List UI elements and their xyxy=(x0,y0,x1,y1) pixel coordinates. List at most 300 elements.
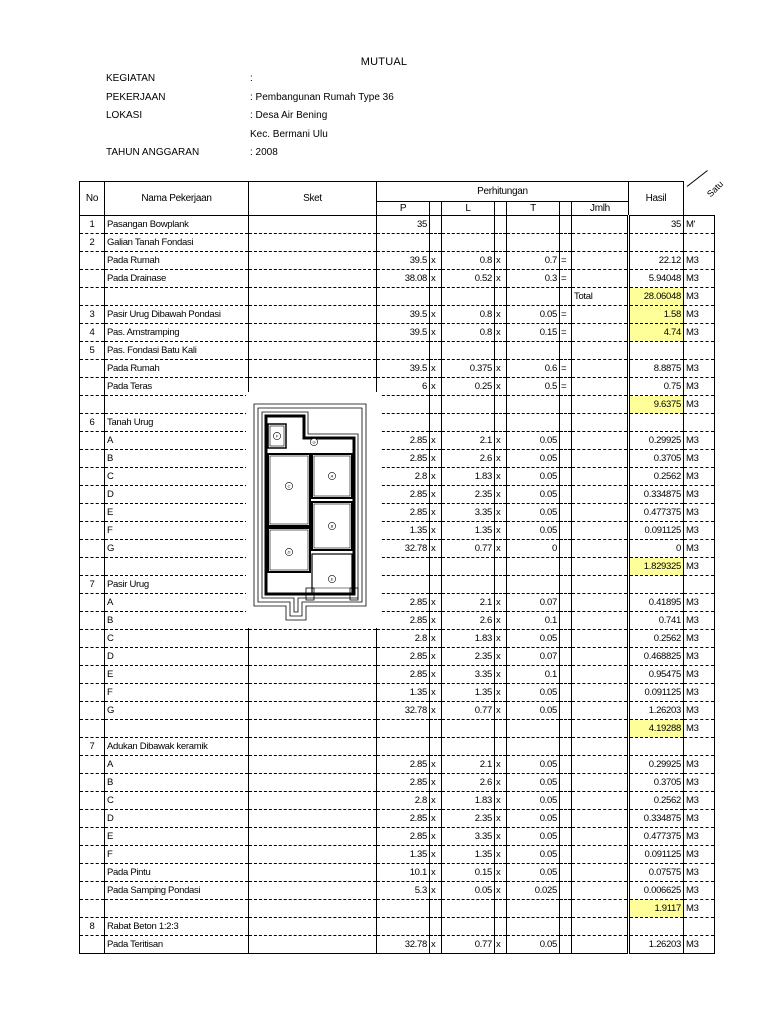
cell-hasil: 0.468825 xyxy=(629,648,684,666)
cell-op-x: x xyxy=(495,882,507,900)
cell-nama: E xyxy=(105,828,249,846)
cell-nama: Pada Pintu xyxy=(105,864,249,882)
cell-hasil: 28.06048 xyxy=(629,288,684,306)
cell-op-x: x xyxy=(430,270,442,288)
cell-t: 0.05 xyxy=(507,936,560,954)
cell-jmlh xyxy=(572,792,629,810)
cell-t: 0.05 xyxy=(507,450,560,468)
cell-nama: Adukan Dibawak keramik xyxy=(105,738,249,756)
cell-l: 0.8 xyxy=(442,252,495,270)
cell-op-x: x xyxy=(430,522,442,540)
col-p-header: P xyxy=(377,202,430,216)
cell-t: 0.1 xyxy=(507,612,560,630)
cell-op-eq xyxy=(560,810,572,828)
cell-satuan: M3 xyxy=(684,540,715,558)
cell-sket xyxy=(249,918,377,936)
cell-hasil: 0.334875 xyxy=(629,810,684,828)
cell-nama: B xyxy=(105,612,249,630)
cell-t: 0.05 xyxy=(507,306,560,324)
cell-op-x xyxy=(495,720,507,738)
cell-op-x xyxy=(495,216,507,234)
cell-t xyxy=(507,288,560,306)
cell-satuan xyxy=(684,342,715,360)
cell-satuan: M3 xyxy=(684,702,715,720)
cell-l: 0.8 xyxy=(442,324,495,342)
cell-hasil: 0.29925 xyxy=(629,756,684,774)
cell-nama: B xyxy=(105,774,249,792)
table-row xyxy=(80,504,715,522)
cell-op-x: x xyxy=(430,756,442,774)
cell-jmlh xyxy=(572,414,629,432)
cell-t xyxy=(507,720,560,738)
cell-t xyxy=(507,900,560,918)
cell-jmlh xyxy=(572,810,629,828)
room-label-f: F xyxy=(275,433,279,439)
table-row xyxy=(80,378,715,396)
table-row xyxy=(80,450,715,468)
cell-p: 1.35 xyxy=(377,522,430,540)
cell-sket xyxy=(249,234,377,252)
cell-l: 2.6 xyxy=(442,450,495,468)
cell-op-x: x xyxy=(430,252,442,270)
cell-l xyxy=(442,738,495,756)
cell-op-x: x xyxy=(430,936,442,954)
cell-satuan xyxy=(684,738,715,756)
cell-sket xyxy=(249,864,377,882)
cell-op-eq xyxy=(560,648,572,666)
cell-l: 2.6 xyxy=(442,774,495,792)
cell-l xyxy=(442,558,495,576)
cell-hasil xyxy=(629,414,684,432)
cell-jmlh xyxy=(572,396,629,414)
cell-no: 2 xyxy=(80,234,105,252)
cell-op-eq xyxy=(560,486,572,504)
cell-satuan: M3 xyxy=(684,432,715,450)
cell-op-x: x xyxy=(430,774,442,792)
cell-op-x xyxy=(495,342,507,360)
cell-nama: D xyxy=(105,486,249,504)
cell-nama: G xyxy=(105,540,249,558)
cell-l: 2.6 xyxy=(442,612,495,630)
cell-nama: F xyxy=(105,522,249,540)
cell-op-eq xyxy=(560,864,572,882)
table-row xyxy=(80,612,715,630)
cell-p xyxy=(377,342,430,360)
cell-jmlh xyxy=(572,468,629,486)
cell-no xyxy=(80,828,105,846)
cell-hasil: 35 xyxy=(629,216,684,234)
cell-op-eq xyxy=(560,522,572,540)
cell-no xyxy=(80,468,105,486)
cell-jmlh xyxy=(572,432,629,450)
table-row xyxy=(80,216,715,234)
cell-t: 0.5 xyxy=(507,378,560,396)
cell-sket xyxy=(249,360,377,378)
cell-op-x: x xyxy=(495,594,507,612)
table-row xyxy=(80,396,715,414)
cell-jmlh xyxy=(572,504,629,522)
cell-t: 0.05 xyxy=(507,756,560,774)
cell-op-x: x xyxy=(430,792,442,810)
cell-op-eq: = xyxy=(560,270,572,288)
cell-op-x xyxy=(430,558,442,576)
cell-sket xyxy=(249,846,377,864)
cell-jmlh xyxy=(572,702,629,720)
table-row xyxy=(80,288,715,306)
cell-no xyxy=(80,720,105,738)
cell-jmlh xyxy=(572,846,629,864)
cell-no xyxy=(80,594,105,612)
cell-l: 1.83 xyxy=(442,630,495,648)
cell-op-x: x xyxy=(495,846,507,864)
cell-nama: Galian Tanah Fondasi xyxy=(105,234,249,252)
cell-nama: G xyxy=(105,702,249,720)
cell-hasil xyxy=(629,234,684,252)
cell-no xyxy=(80,756,105,774)
cell-jmlh xyxy=(572,684,629,702)
cell-jmlh xyxy=(572,882,629,900)
cell-op-x: x xyxy=(430,612,442,630)
cell-jmlh xyxy=(572,252,629,270)
col-perhitungan-header: Perhitungan xyxy=(377,182,629,202)
table-row xyxy=(80,882,715,900)
page-title: MUTUAL xyxy=(360,56,408,68)
cell-p: 1.35 xyxy=(377,846,430,864)
cell-satuan xyxy=(684,576,715,594)
col-sket-header: Sket xyxy=(249,182,377,216)
cell-p xyxy=(377,234,430,252)
cell-jmlh xyxy=(572,612,629,630)
header-field-key: TAHUN ANGGARAN xyxy=(106,147,200,158)
cell-jmlh xyxy=(572,576,629,594)
cell-p xyxy=(377,558,430,576)
cell-no xyxy=(80,270,105,288)
cell-no: 6 xyxy=(80,414,105,432)
cell-op-x: x xyxy=(495,486,507,504)
cell-op-x: x xyxy=(495,612,507,630)
cell-no xyxy=(80,612,105,630)
cell-no xyxy=(80,378,105,396)
cell-op-x xyxy=(430,342,442,360)
cell-op-eq xyxy=(560,468,572,486)
cell-no xyxy=(80,846,105,864)
table-row xyxy=(80,846,715,864)
cell-l: 2.1 xyxy=(442,432,495,450)
cell-op-x xyxy=(430,738,442,756)
cell-op-x: x xyxy=(430,324,442,342)
cell-sket xyxy=(249,666,377,684)
header-field-value: : 2008 xyxy=(250,147,278,158)
cell-nama: Pada Rumah xyxy=(105,360,249,378)
cell-hasil: 0.07575 xyxy=(629,864,684,882)
cell-l xyxy=(442,576,495,594)
cell-sket xyxy=(249,792,377,810)
cell-t xyxy=(507,918,560,936)
cell-op-x: x xyxy=(495,378,507,396)
cell-no xyxy=(80,396,105,414)
cell-sket xyxy=(249,810,377,828)
cell-t: 0.05 xyxy=(507,504,560,522)
cell-l: 1.83 xyxy=(442,468,495,486)
cell-satuan: M3 xyxy=(684,270,715,288)
cell-no: 7 xyxy=(80,576,105,594)
table-row xyxy=(80,684,715,702)
cell-sket xyxy=(249,216,377,234)
cell-op-x xyxy=(430,576,442,594)
header-field-key: LOKASI xyxy=(106,110,143,121)
cell-op-x: x xyxy=(495,306,507,324)
cell-satuan: M3 xyxy=(684,648,715,666)
cell-sket xyxy=(249,306,377,324)
cell-op-x: x xyxy=(495,936,507,954)
cell-jmlh xyxy=(572,648,629,666)
cell-p: 2.85 xyxy=(377,594,430,612)
cell-hasil: 1.829325 xyxy=(629,558,684,576)
cell-op-eq xyxy=(560,414,572,432)
cell-t: 0.05 xyxy=(507,792,560,810)
table-row xyxy=(80,270,715,288)
table-row xyxy=(80,900,715,918)
table-row xyxy=(80,756,715,774)
col-eq-header xyxy=(560,202,572,216)
cell-nama: Tanah Urug xyxy=(105,414,249,432)
cell-op-eq xyxy=(560,216,572,234)
cell-hasil xyxy=(629,918,684,936)
cell-hasil: 1.26203 xyxy=(629,936,684,954)
cell-satuan: M3 xyxy=(684,666,715,684)
cell-p: 1.35 xyxy=(377,684,430,702)
cell-l: 2.35 xyxy=(442,648,495,666)
cell-op-eq: = xyxy=(560,378,572,396)
cell-no xyxy=(80,774,105,792)
cell-op-eq xyxy=(560,630,572,648)
cell-op-eq xyxy=(560,558,572,576)
cell-l xyxy=(442,414,495,432)
cell-op-x: x xyxy=(495,522,507,540)
cell-nama: E xyxy=(105,504,249,522)
cell-op-eq xyxy=(560,684,572,702)
cell-op-eq: = xyxy=(560,324,572,342)
cell-op-eq xyxy=(560,432,572,450)
cell-satuan: M3 xyxy=(684,630,715,648)
cell-p: 5.3 xyxy=(377,882,430,900)
cell-satuan: M3 xyxy=(684,810,715,828)
cell-op-x: x xyxy=(495,360,507,378)
cell-l: 3.35 xyxy=(442,504,495,522)
cell-hasil: 1.9117 xyxy=(629,900,684,918)
cell-l: 2.1 xyxy=(442,594,495,612)
cell-l xyxy=(442,234,495,252)
cell-satuan: M3 xyxy=(684,936,715,954)
cell-no: 1 xyxy=(80,216,105,234)
cell-l xyxy=(442,342,495,360)
cell-l xyxy=(442,900,495,918)
cell-no xyxy=(80,558,105,576)
cell-hasil: 1.58 xyxy=(629,306,684,324)
cell-p xyxy=(377,918,430,936)
cell-l xyxy=(442,396,495,414)
cell-nama xyxy=(105,288,249,306)
cell-l: 2.1 xyxy=(442,756,495,774)
cell-hasil: 0.334875 xyxy=(629,486,684,504)
table-row xyxy=(80,468,715,486)
cell-op-eq xyxy=(560,774,572,792)
cell-nama: Pada Samping Pondasi xyxy=(105,882,249,900)
cell-jmlh xyxy=(572,234,629,252)
cell-sket xyxy=(249,324,377,342)
cell-op-x xyxy=(430,234,442,252)
cell-op-x: x xyxy=(495,792,507,810)
cell-p xyxy=(377,900,430,918)
cell-p xyxy=(377,576,430,594)
cell-op-x: x xyxy=(495,450,507,468)
cell-p: 32.78 xyxy=(377,702,430,720)
cell-satuan: M3 xyxy=(684,612,715,630)
cell-hasil: 0.741 xyxy=(629,612,684,630)
cell-op-x xyxy=(495,288,507,306)
cell-p: 39.5 xyxy=(377,360,430,378)
table-row xyxy=(80,810,715,828)
cell-op-x: x xyxy=(430,684,442,702)
cell-jmlh xyxy=(572,216,629,234)
cell-sket xyxy=(249,936,377,954)
cell-l: 1.83 xyxy=(442,792,495,810)
cell-no xyxy=(80,936,105,954)
cell-op-x: x xyxy=(495,432,507,450)
cell-op-x: x xyxy=(495,864,507,882)
cell-p xyxy=(377,720,430,738)
cell-t xyxy=(507,396,560,414)
cell-no: 7 xyxy=(80,738,105,756)
cell-p: 10.1 xyxy=(377,864,430,882)
cell-l xyxy=(442,288,495,306)
cell-jmlh xyxy=(572,324,629,342)
cell-hasil: 0.477375 xyxy=(629,828,684,846)
cell-op-x: x xyxy=(495,504,507,522)
cell-satuan: M3 xyxy=(684,450,715,468)
cell-nama xyxy=(105,558,249,576)
cell-l: 1.35 xyxy=(442,522,495,540)
cell-sket xyxy=(249,882,377,900)
cell-l: 0.77 xyxy=(442,702,495,720)
cell-p xyxy=(377,396,430,414)
cell-l: 1.35 xyxy=(442,846,495,864)
cell-jmlh xyxy=(572,540,629,558)
cell-t xyxy=(507,216,560,234)
cell-p: 2.8 xyxy=(377,630,430,648)
cell-sket xyxy=(249,648,377,666)
cell-no xyxy=(80,792,105,810)
table-row xyxy=(80,432,715,450)
cell-op-x: x xyxy=(430,450,442,468)
cell-sket xyxy=(249,702,377,720)
cell-p: 2.8 xyxy=(377,468,430,486)
cell-op-x xyxy=(495,396,507,414)
cell-no xyxy=(80,900,105,918)
cell-op-x: x xyxy=(495,684,507,702)
cell-no: 4 xyxy=(80,324,105,342)
cell-satuan: M3 xyxy=(684,378,715,396)
cell-op-eq xyxy=(560,594,572,612)
cell-op-x: x xyxy=(430,810,442,828)
cell-op-x xyxy=(495,738,507,756)
cell-no: 5 xyxy=(80,342,105,360)
cell-sket xyxy=(249,774,377,792)
cell-jmlh xyxy=(572,630,629,648)
cell-t: 0.05 xyxy=(507,846,560,864)
cell-t: 0.05 xyxy=(507,468,560,486)
cell-op-x xyxy=(430,216,442,234)
cell-sket xyxy=(249,756,377,774)
cell-op-x: x xyxy=(430,432,442,450)
cell-op-x: x xyxy=(430,828,442,846)
cell-nama: A xyxy=(105,432,249,450)
cell-op-eq: = xyxy=(560,360,572,378)
cell-op-x: x xyxy=(430,648,442,666)
cell-nama: C xyxy=(105,630,249,648)
cell-p xyxy=(377,738,430,756)
cell-satuan: M3 xyxy=(684,774,715,792)
cell-l: 2.35 xyxy=(442,486,495,504)
cell-p: 2.85 xyxy=(377,774,430,792)
cell-sket xyxy=(249,828,377,846)
cell-p xyxy=(377,288,430,306)
table-row xyxy=(80,342,715,360)
col-hasil-header: Hasil xyxy=(629,182,684,216)
cell-no xyxy=(80,882,105,900)
cell-l: 0.375 xyxy=(442,360,495,378)
cell-satuan: M3 xyxy=(684,486,715,504)
cell-l: 3.35 xyxy=(442,666,495,684)
cell-t: 0.05 xyxy=(507,630,560,648)
col-satuan-label: Satu xyxy=(705,178,726,200)
table-row xyxy=(80,594,715,612)
cell-p: 2.85 xyxy=(377,486,430,504)
table-row xyxy=(80,828,715,846)
cell-no xyxy=(80,648,105,666)
cell-no xyxy=(80,810,105,828)
cell-t: 0.07 xyxy=(507,648,560,666)
cell-hasil: 9.6375 xyxy=(629,396,684,414)
cell-t xyxy=(507,576,560,594)
cell-nama: Pas. Amstramping xyxy=(105,324,249,342)
cell-op-x: x xyxy=(430,594,442,612)
cell-op-x xyxy=(495,558,507,576)
table-row xyxy=(80,306,715,324)
cell-p: 2.85 xyxy=(377,612,430,630)
cell-hasil xyxy=(629,738,684,756)
cell-op-x xyxy=(430,396,442,414)
cell-l: 0.8 xyxy=(442,306,495,324)
table-row xyxy=(80,702,715,720)
cell-t: 0.07 xyxy=(507,594,560,612)
cell-op-x: x xyxy=(430,504,442,522)
cell-hasil: 4.19288 xyxy=(629,720,684,738)
table-row xyxy=(80,576,715,594)
cell-nama: E xyxy=(105,666,249,684)
cell-p: 39.5 xyxy=(377,306,430,324)
cell-p: 2.85 xyxy=(377,432,430,450)
cell-op-eq: = xyxy=(560,306,572,324)
cell-l: 0.77 xyxy=(442,936,495,954)
cell-satuan xyxy=(684,414,715,432)
cell-hasil xyxy=(629,342,684,360)
cell-t: 0.05 xyxy=(507,864,560,882)
cell-hasil: 22.12 xyxy=(629,252,684,270)
cell-jmlh xyxy=(572,360,629,378)
cell-no xyxy=(80,684,105,702)
cell-sket xyxy=(249,684,377,702)
